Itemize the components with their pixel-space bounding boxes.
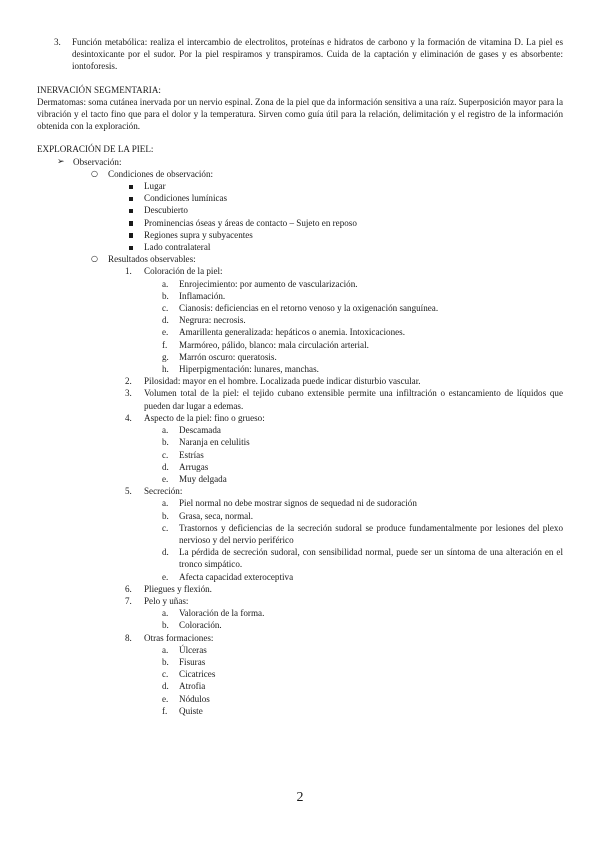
subitem-text: Atrofia bbox=[179, 681, 206, 692]
resultado-subitem bbox=[37, 546, 563, 570]
subitem-text: Úlceras bbox=[179, 644, 207, 655]
subitem-text: Descamada bbox=[179, 425, 221, 436]
subitem-letter: b. bbox=[162, 620, 169, 631]
resultado-subitem bbox=[37, 619, 563, 631]
square-bullet-icon bbox=[129, 204, 133, 216]
subitem-letter: a. bbox=[162, 498, 169, 509]
resultado-subitem bbox=[37, 363, 563, 375]
subitem-text: Marmóreo, pálido, blanco: mala circulación arterial. bbox=[179, 339, 369, 350]
subitem-text: Valoración de la forma. bbox=[179, 608, 265, 619]
resultados-list bbox=[37, 265, 563, 717]
subitem-letter: c. bbox=[162, 522, 169, 533]
resultado-list-item bbox=[37, 583, 563, 595]
subitem-letter: a. bbox=[162, 425, 169, 436]
square-bullet-shape bbox=[129, 209, 133, 213]
subitem-text: La pérdida de secreción sudoral, con sensibilidad normal, puede ser un síntoma de una alteración en el tronco simpático. bbox=[179, 547, 563, 570]
resultado-subitem bbox=[37, 461, 563, 473]
subitem-text: Piel normal no debe mostrar signos de sequedad ni de sudoración bbox=[179, 498, 417, 509]
subitem-letter: b. bbox=[162, 437, 169, 448]
subitem-letter: d. bbox=[162, 461, 169, 472]
subitem-letter: e. bbox=[162, 327, 169, 338]
subitem-letter: e. bbox=[162, 693, 169, 704]
subitem-letter: a. bbox=[162, 608, 169, 619]
resultado-subitem bbox=[37, 607, 563, 619]
condiciones-item bbox=[37, 168, 563, 180]
arrow-bullet-icon: ➢ bbox=[57, 156, 65, 167]
subitem-text: Marrón oscuro: queratosis. bbox=[179, 351, 277, 362]
subitem-text: Hiperpigmentación: lunares, manchas. bbox=[179, 364, 319, 375]
square-bullet-shape bbox=[129, 185, 133, 189]
subitem-text: Naranja en celulitis bbox=[179, 437, 250, 448]
condicion-text: Descubierto bbox=[144, 205, 188, 216]
subitem-text: Negrura: necrosis. bbox=[179, 315, 246, 326]
condiciones-label: Condiciones de observación: bbox=[108, 168, 214, 179]
condicion-text: Regiones supra y subyacentes bbox=[144, 229, 253, 240]
resultado-text: Secreción: bbox=[144, 486, 183, 497]
subitem-text: Grasa, seca, normal. bbox=[179, 510, 253, 521]
observacion-label: Observación: bbox=[73, 156, 122, 167]
resultado-text: Otras formaciones: bbox=[144, 632, 214, 643]
subitem-letter: c. bbox=[162, 449, 169, 460]
resultado-list-item bbox=[37, 412, 563, 424]
resultado-number: 7. bbox=[125, 595, 132, 606]
condicion-text: Condiciones lumínicas bbox=[144, 193, 228, 204]
resultado-list-item bbox=[37, 632, 563, 644]
subitem-letter: c. bbox=[162, 303, 169, 314]
resultado-text: Pelo y uñas: bbox=[144, 595, 189, 606]
page-number: 2 bbox=[296, 790, 304, 805]
resultado-subitem bbox=[37, 497, 563, 509]
subitem-letter: d. bbox=[162, 547, 169, 558]
resultado-text: Aspecto de la piel: fino o grueso: bbox=[144, 412, 265, 423]
subitem-text: Quiste bbox=[179, 705, 203, 716]
resultado-number: 2. bbox=[125, 376, 132, 387]
square-bullet-icon bbox=[129, 180, 133, 192]
subitem-text: Fisuras bbox=[179, 656, 206, 667]
resultado-number: 6. bbox=[125, 583, 132, 594]
subitem-text: Muy delgada bbox=[179, 473, 227, 484]
subitem-text: Cicatrices bbox=[179, 669, 216, 680]
resultado-text: Pilosidad: mayor en el hombre. Localizada puede indicar disturbio vascular. bbox=[144, 376, 421, 387]
resultado-list-item bbox=[37, 265, 563, 277]
condicion-text: Prominencias óseas y áreas de contacto – Sujeto en reposo bbox=[144, 217, 357, 228]
resultado-subitem bbox=[37, 424, 563, 436]
square-bullet-shape bbox=[129, 233, 133, 237]
resultado-number: 4. bbox=[125, 412, 132, 423]
resultado-subitem bbox=[37, 473, 563, 485]
resultado-subitem bbox=[37, 302, 563, 314]
condicion-list-item bbox=[37, 229, 563, 241]
page-content bbox=[37, 36, 563, 717]
condiciones-list bbox=[37, 180, 563, 253]
resultado-subitem bbox=[37, 571, 563, 583]
subitem-letter: b. bbox=[162, 510, 169, 521]
resultado-text: Coloración de la piel: bbox=[144, 266, 223, 277]
subitem-text: Estrías bbox=[179, 449, 204, 460]
subitem-text: Arrugas bbox=[179, 461, 209, 472]
resultado-subitem bbox=[37, 290, 563, 302]
resultado-list-item bbox=[37, 595, 563, 607]
resultado-subitem bbox=[37, 278, 563, 290]
subitem-text: Enrojecimiento: por aumento de vascularización. bbox=[179, 278, 358, 289]
subitem-text: Inflamación. bbox=[179, 290, 226, 301]
subitem-text: Trastornos y deficiencias de la secreción sudoral se produce fundamentalmente por lesiones del plexo nervioso y del nervio periférico bbox=[179, 522, 563, 545]
resultado-subitem bbox=[37, 339, 563, 351]
resultado-subitem bbox=[37, 522, 563, 546]
subitem-letter: f. bbox=[162, 705, 168, 716]
resultado-subitem bbox=[37, 510, 563, 522]
resultado-subitem bbox=[37, 436, 563, 448]
intro-list-item bbox=[37, 36, 563, 73]
subitem-letter: a. bbox=[162, 644, 169, 655]
subitem-text: Afecta capacidad exteroceptiva bbox=[179, 571, 294, 582]
resultados-item bbox=[37, 253, 563, 265]
resultados-label: Resultados observables: bbox=[108, 254, 196, 265]
observacion-item bbox=[37, 156, 563, 168]
resultado-list-item bbox=[37, 375, 563, 387]
section-title-inervacion: INERVACIÓN SEGMENTARIA: bbox=[37, 84, 161, 95]
resultado-text: Pliegues y flexión. bbox=[144, 583, 212, 594]
resultado-subitem bbox=[37, 326, 563, 338]
resultado-subitem bbox=[37, 656, 563, 668]
square-bullet-shape bbox=[129, 197, 133, 201]
intro-item-number: 3. bbox=[54, 37, 61, 47]
condicion-text: Lugar bbox=[144, 181, 166, 192]
square-bullet-icon bbox=[129, 229, 133, 241]
subitem-letter: g. bbox=[162, 351, 169, 362]
condicion-text: Lado contralateral bbox=[144, 242, 211, 253]
resultado-subitem bbox=[37, 449, 563, 461]
resultado-subitem bbox=[37, 693, 563, 705]
condicion-list-item bbox=[37, 241, 563, 253]
resultado-subitem bbox=[37, 668, 563, 680]
subitem-letter: e. bbox=[162, 473, 169, 484]
subitem-letter: b. bbox=[162, 656, 169, 667]
square-bullet-icon bbox=[129, 192, 133, 204]
subitem-text: Cianosis: deficiencias en el retorno venoso y la oxigenación sanguínea. bbox=[179, 303, 439, 314]
condicion-list-item bbox=[37, 180, 563, 192]
resultado-text: Volumen total de la piel: el tejido cubano extensible permite una infiltración o estancamiento de líquidos que pueden dar lugar a edemas. bbox=[144, 388, 563, 411]
resultado-subitem bbox=[37, 705, 563, 717]
resultado-number: 5. bbox=[125, 486, 132, 497]
square-bullet-icon bbox=[129, 241, 133, 253]
circle-bullet-icon: ○ bbox=[91, 168, 98, 178]
inervacion-paragraph: Dermatomas: soma cutánea inervada por un nervio espinal. Zona de la piel que da información sensitiva a una raíz. Superposición mayor para la vibración y el tacto fino que para el dolor y la temperatura. Sirven como guía útil para la relación, delimitación y el registro de la información obtenida con la exploración. bbox=[37, 96, 563, 132]
intro-item-text: Función metabólica: realiza el intercambio de electrolitos, proteínas e hidratos de carbono y la formación de vitamina D. La piel es desintoxicante por el sudor. Por la piel respiramos y transpiramos. Cuida de la captación y eliminación de gases y es absorbente: iontoforesis. bbox=[72, 37, 563, 72]
resultado-subitem bbox=[37, 351, 563, 363]
subitem-text: Amarillenta generalizada: hepáticos o anemia. Intoxicaciones. bbox=[179, 327, 405, 338]
condicion-list-item bbox=[37, 192, 563, 204]
resultado-list-item bbox=[37, 387, 563, 411]
square-bullet-shape bbox=[129, 246, 133, 250]
subitem-letter: c. bbox=[162, 669, 169, 680]
resultado-number: 3. bbox=[125, 388, 132, 399]
resultado-number: 1. bbox=[125, 266, 132, 277]
condicion-list-item bbox=[37, 217, 563, 229]
subitem-letter: b. bbox=[162, 290, 169, 301]
subitem-text: Nódulos bbox=[179, 693, 210, 704]
subitem-letter: e. bbox=[162, 571, 169, 582]
square-bullet-shape bbox=[129, 221, 133, 225]
square-bullet-icon bbox=[129, 217, 133, 229]
subitem-letter: a. bbox=[162, 278, 169, 289]
subitem-letter: f. bbox=[162, 339, 168, 350]
condicion-list-item bbox=[37, 204, 563, 216]
resultado-list-item bbox=[37, 485, 563, 497]
subitem-letter: d. bbox=[162, 681, 169, 692]
resultado-subitem bbox=[37, 680, 563, 692]
section-title-exploracion: EXPLORACIÓN DE LA PIEL: bbox=[37, 144, 154, 155]
subitem-letter: h. bbox=[162, 364, 169, 375]
subitem-text: Coloración. bbox=[179, 620, 222, 631]
resultado-subitem bbox=[37, 644, 563, 656]
subitem-letter: d. bbox=[162, 315, 169, 326]
resultado-number: 8. bbox=[125, 632, 132, 643]
circle-bullet-icon: ○ bbox=[91, 254, 98, 264]
resultado-subitem bbox=[37, 314, 563, 326]
